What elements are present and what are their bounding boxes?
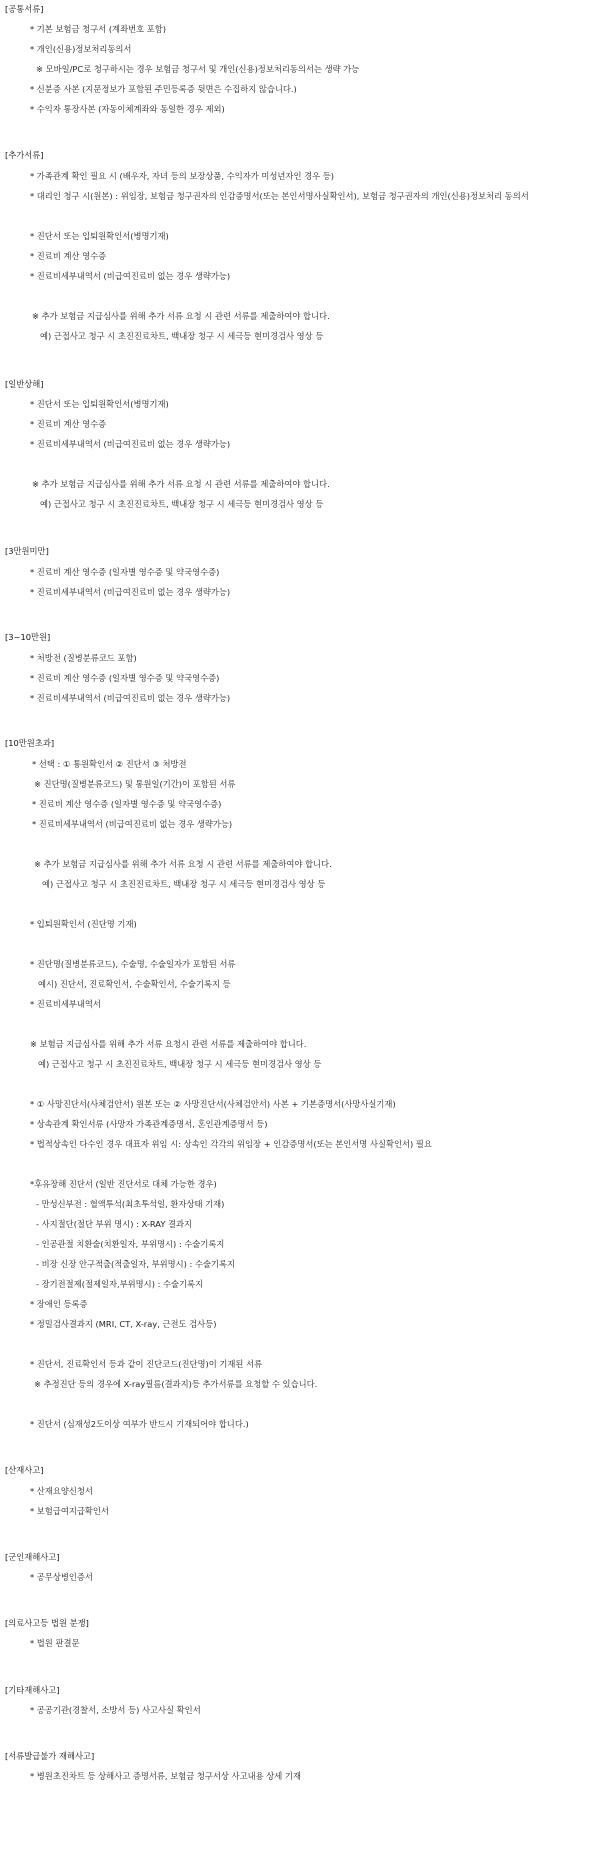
list-item: * 수익자 통장사본 (자동이체계좌와 동일한 경우 제외) <box>30 104 225 114</box>
list-item: * 진단명(질병분류코드), 수술명, 수술일자가 포함된 서류 <box>30 959 236 969</box>
list-item: * 진료비세부내역서 <box>30 999 101 1009</box>
list-item: * 법적상속인 다수인 경우 대표자 위임 시: 상속인 각각의 위임장 + 인감증명서(또는 본인서명 사실확인서) 필요 <box>30 1139 432 1149</box>
example-item: 예) 근접사고 청구 시 초진진료차트, 백내장 청구 시 세극등 현미경검사 영상 등 <box>42 879 326 889</box>
section-title: [기타재해사고] <box>5 1685 60 1695</box>
section-title: [공통서류] <box>5 4 44 14</box>
list-item: * 입퇴원확인서 (진단명 기재) <box>30 919 137 929</box>
list-item: * 상속관계 확인서류 (사망자 가족관계증명서, 혼인관계증명서 등) <box>30 1119 268 1129</box>
list-item: * 기본 보험금 청구서 (계좌번호 포함) <box>30 24 167 34</box>
section-title: [3~10만원] <box>5 632 51 642</box>
list-item: * 진료비 계산 영수증 <box>30 251 107 261</box>
sub-item: - 인공관절 치환술(치환일자, 부위명시) : 수술기록지 <box>36 1239 225 1249</box>
list-item: * 진료비세부내역서 (비급여진료비 없는 경우 생략가능) <box>30 439 231 449</box>
section-title: [서류발급불가 재해사고] <box>5 1751 95 1761</box>
note-item: ※ 추가 보험금 지급심사를 위해 추가 서류 요청 시 관련 서류를 제출하여야 합니다. <box>32 479 330 489</box>
note-item: ※ 추가 보험금 지급심사를 위해 추가 서류 요청 시 관련 서류를 제출하여야 합니다. <box>34 859 332 869</box>
list-item: * 산재요양신청서 <box>30 1486 93 1496</box>
list-item: * 진료비세부내역서 (비급여진료비 없는 경우 생략가능) <box>32 819 233 829</box>
list-item: * 대리인 청구 시(원본) : 위임장, 보험금 청구권자의 인감증명서(또는 본인서명사실확인서), 보험금 청구권자의 개인(신용)정보처리 동의서 <box>30 191 529 201</box>
list-item: *후유장해 진단서 (일반 진단서로 대체 가능한 경우) <box>30 1179 217 1189</box>
list-item: * 병원초진차트 등 상해사고 증명서류, 보험금 청구서상 사고내용 상세 기재 <box>30 1771 301 1781</box>
example-item: 예) 근접사고 청구 시 초진진료차트, 백내장 청구 시 세극등 현미경검사 영상 등 <box>38 1059 322 1069</box>
sub-item: - 비장 신장 안구적출(적출일자, 부위명시) : 수술기록지 <box>36 1259 236 1269</box>
list-item: * 진료비 계산 영수증 (일자별 영수증 및 약국영수증) <box>30 567 220 577</box>
sub-item: - 장기전절제(절제일자,부위명시) : 수술기록지 <box>36 1279 204 1289</box>
section-title: [의료사고등 법원 분쟁] <box>5 1618 89 1628</box>
list-item: * 진료비세부내역서 (비급여진료비 없는 경우 생략가능) <box>30 587 231 597</box>
list-item: * 진료비 계산 영수증 <box>30 419 107 429</box>
note-item: ※ 추정진단 등의 경우에 X-ray필름(결과지)등 추가서류를 요청할 수 있습니다. <box>34 1379 318 1389</box>
list-item: * 선택 : ① 통원확인서 ② 진단서 ③ 처방전 <box>32 759 187 769</box>
list-item: * 공공기관(경찰서, 소방서 등) 사고사실 확인서 <box>30 1705 201 1715</box>
list-item: * 신분증 사본 (지문정보가 포함된 주민등록증 뒷면은 수집하지 않습니다.) <box>30 84 297 94</box>
list-item: * 진단서 또는 입퇴원확인서(병명기재) <box>30 399 169 409</box>
note-item: ※ 추가 보험금 지급심사를 위해 추가 서류 요청 시 관련 서류를 제출하여야 합니다. <box>32 311 330 321</box>
list-item: * 법원 판결문 <box>30 1638 80 1648</box>
list-item: * ① 사망진단서(사체검안서) 원본 또는 ② 사망진단서(사체검안서) 사본 + 기본증명서(사망사실기재) <box>30 1099 396 1109</box>
example-item: 예시) 진단서, 진료확인서, 수술확인서, 수술기록지 등 <box>38 979 231 989</box>
note-item: ※ 진단명(질병분류코드) 및 통원일(기간)이 포함된 서류 <box>34 779 236 789</box>
list-item: * 진료비세부내역서 (비급여진료비 없는 경우 생략가능) <box>30 693 231 703</box>
list-item: * 공무상병인증서 <box>30 1572 93 1582</box>
example-item: 예) 근접사고 청구 시 초진진료차트, 백내장 청구 시 세극등 현미경검사 영상 등 <box>40 499 324 509</box>
section-title: [산재사고] <box>5 1465 44 1475</box>
section-title: [군인재해사고] <box>5 1552 60 1562</box>
list-item: * 진단서 (심재성2도이상 여부가 반드시 기재되어야 합니다.) <box>30 1419 249 1429</box>
list-item: * 장애인 등록증 <box>30 1299 88 1309</box>
list-item: * 보험급여지급확인서 <box>30 1506 109 1516</box>
list-item: * 정밀검사결과지 (MRI, CT, X-ray, 근전도 검사등) <box>30 1319 217 1329</box>
note-item: ※ 보험금 지급심사를 위해 추가 서류 요청시 관련 서류를 제출하여야 합니다. <box>30 1039 307 1049</box>
list-item: * 진료비 계산 영수증 (일자별 영수증 및 약국영수증) <box>32 799 222 809</box>
list-item: * 진료비 계산 영수증 (일자별 영수증 및 약국영수증) <box>30 673 220 683</box>
section-title: [추가서류] <box>5 150 44 160</box>
list-item: * 가족관계 확인 필요 시 (배우자, 자녀 등의 보장상품, 수익자가 미성년자인 경우 등) <box>30 171 335 181</box>
section-title: [10만원초과] <box>5 738 55 748</box>
list-item: * 진료비세부내역서 (비급여진료비 없는 경우 생략가능) <box>30 271 231 281</box>
note-item: ※ 모바일/PC로 청구하시는 경우 보험금 청구서 및 개인(신용)정보처리동의서는 생략 가능 <box>36 64 360 74</box>
section-title: [일반상해] <box>5 379 44 389</box>
list-item: * 진단서, 진료확인서 등과 같이 진단코드(진단명)이 기재된 서류 <box>30 1359 263 1369</box>
list-item: * 개인(신용)정보처리동의서 <box>30 44 132 54</box>
list-item: * 진단서 또는 입퇴원확인서(병명기재) <box>30 231 169 241</box>
sub-item: - 사지절단(절단 부위 명시) : X-RAY 결과지 <box>36 1219 193 1229</box>
sub-item: - 만성신부전 : 혈액투석(최초투석일, 환자상태 기재) <box>36 1199 225 1209</box>
section-title: [3만원미만] <box>5 546 49 556</box>
list-item: * 처방전 (질병분류코드 포함) <box>30 653 137 663</box>
example-item: 예) 근접사고 청구 시 초진진료차트, 백내장 청구 시 세극등 현미경검사 영상 등 <box>40 331 324 341</box>
